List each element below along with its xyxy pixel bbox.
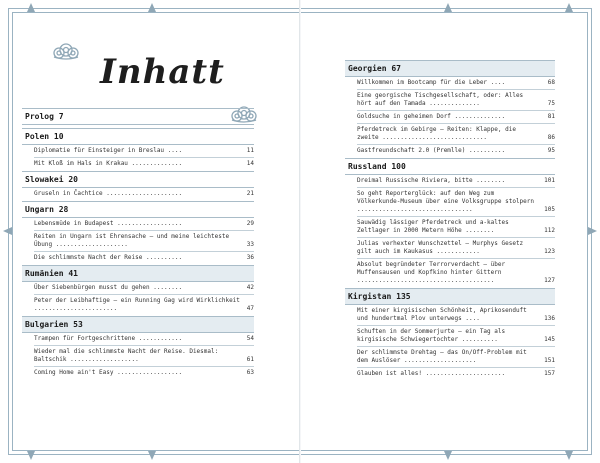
toc-entry-title: Wieder mal die schlimmste Nacht der Reise. Diesmal: Baltschik ................... (34, 348, 219, 363)
entry-rule (357, 89, 555, 90)
toc-entry-page: 86 (547, 134, 555, 141)
toc-entry[interactable] (34, 147, 254, 155)
chapter-heading[interactable]: Polen 10 (25, 132, 64, 141)
toc-entry-page: 68 (547, 79, 555, 86)
entry-rule (34, 345, 254, 346)
entry-rule (357, 258, 555, 259)
separator (22, 217, 254, 218)
arrow-ornament-icon (565, 451, 573, 460)
toc-entry-title: Goldsuche in geheimen Dorf .............. (357, 113, 506, 120)
toc-entry-page: 14 (246, 160, 254, 167)
toc-entry[interactable] (357, 328, 555, 344)
arrow-ornament-icon (444, 451, 452, 460)
arrow-ornament-icon (444, 3, 452, 12)
toc-entry[interactable] (357, 219, 555, 235)
toc-entry[interactable] (34, 190, 254, 198)
separator (22, 124, 254, 125)
toc-entry-page: 33 (246, 241, 254, 248)
toc-entry[interactable] (357, 177, 555, 185)
toc-entry-title: Mit einer kirgisischen Schönheit, Aprikosenduft und hundertmal Plov unterwegs .... (357, 307, 527, 322)
separator (345, 76, 555, 77)
toc-entry-title: Peter der Leibhaftige – ein Running Gag wird Wirklichkeit ....................... (34, 297, 240, 312)
toc-chapter-group (22, 171, 254, 198)
arrow-ornament-icon (27, 451, 35, 460)
book-gutter (299, 0, 301, 463)
toc-chapter-group (345, 158, 555, 285)
chapter-heading[interactable]: Bulgarien 53 (22, 317, 254, 332)
toc-entry-title: Trampen für Fortgeschrittene ............ (34, 335, 183, 342)
toc-entry-page: 29 (246, 220, 254, 227)
toc-entry-title: Über Siebenbürgen musst du gehen ........ (34, 284, 183, 291)
toc-entry[interactable] (357, 147, 555, 155)
chapter-heading[interactable]: Kirgistan 135 (345, 289, 555, 304)
toc-entry-title: Gastfreundschaft 2.0 (Premlle) .......... (357, 147, 506, 154)
toc-entry[interactable] (34, 297, 254, 313)
toc-entry[interactable] (34, 284, 254, 292)
toc-chapter-group (22, 108, 254, 125)
entry-rule (357, 367, 555, 368)
entry-rule (34, 366, 254, 367)
toc-entry[interactable] (34, 254, 254, 262)
toc-entry-page: 145 (544, 336, 555, 343)
chapter-heading[interactable]: Ungarn 28 (25, 205, 69, 214)
separator (345, 304, 555, 305)
page-title: Inhatt (100, 52, 225, 92)
toc-entry-title: Reiten in Ungarn ist Ehrensache – und meine leichteste Übung .................... (34, 233, 230, 248)
entry-rule (357, 237, 555, 238)
toc-entry-page: 95 (547, 147, 555, 154)
toc-entry-title: Absolut begründeter Terrorverdacht – über Muffensausen und Kopfkino hinter Gittern ...................................... (357, 261, 506, 284)
toc-entry-page: 63 (246, 369, 254, 376)
toc-entry-page: 61 (246, 356, 254, 363)
toc-entry[interactable] (357, 190, 555, 214)
toc-entry-page: 151 (544, 357, 555, 364)
toc-entry-page: 105 (544, 206, 555, 213)
toc-entry-page: 81 (547, 113, 555, 120)
toc-entry-title: Eine georgische Tischgesellschaft, oder: Alles hört auf den Tamada .............. (357, 92, 524, 107)
toc-entry-page: 101 (544, 177, 555, 184)
entry-rule (357, 187, 555, 188)
entry-rule (357, 123, 555, 124)
toc-entry[interactable] (357, 261, 555, 285)
toc-entry[interactable] (357, 126, 555, 142)
toc-chapter-group (22, 316, 254, 377)
entry-rule (357, 110, 555, 111)
entry-rule (357, 325, 555, 326)
arrow-ornament-icon (148, 451, 156, 460)
toc-entry[interactable] (34, 220, 254, 228)
separator (22, 187, 254, 188)
toc-right-column (345, 60, 555, 381)
toc-entry-title: Mit Kloß im Hals in Krakau .............. (34, 160, 183, 167)
toc-entry-title: Pferdetreck im Gebirge – Reiten: Klappe, die zweite ............................. (357, 126, 516, 141)
toc-entry[interactable] (357, 240, 555, 256)
toc-entry[interactable] (357, 349, 555, 365)
toc-entry-title: Diplomatie für Einsteiger in Breslau .... (34, 147, 183, 154)
toc-entry[interactable] (357, 79, 555, 87)
arrow-ornament-icon (27, 3, 35, 12)
toc-entry-title: Dreimal Russische Riviera, bitte ........ (357, 177, 506, 184)
toc-entry-title: Julias verhexter Wunschzettel – Murphys Gesetz gilt auch im Kaukasus ............ (357, 240, 524, 255)
toc-entry-title: Willkommen im Bootcamp für die Leber .... (357, 79, 506, 86)
toc-entry[interactable] (357, 92, 555, 108)
toc-entry[interactable] (357, 113, 555, 121)
separator (22, 332, 254, 333)
entry-rule (34, 294, 254, 295)
toc-chapter-group (22, 128, 254, 168)
toc-entry-title: Glauben ist alles! ...................... (357, 370, 506, 377)
toc-entry[interactable] (34, 348, 254, 364)
separator (22, 144, 254, 145)
chapter-heading[interactable]: Russland 100 (348, 162, 406, 171)
toc-entry-page: 157 (544, 370, 555, 377)
toc-chapter-group (345, 288, 555, 378)
chapter-heading[interactable]: Slowakei 20 (25, 175, 78, 184)
entry-rule (357, 346, 555, 347)
toc-chapter-group (22, 201, 254, 262)
toc-entry-title: Lebensmüde in Budapest .................. (34, 220, 183, 227)
chapter-heading[interactable]: Rumänien 41 (22, 266, 254, 281)
toc-entry[interactable] (34, 369, 254, 377)
toc-entry[interactable] (357, 370, 555, 378)
arrow-ornament-icon (3, 227, 12, 235)
cloud-icon (50, 42, 82, 62)
toc-chapter-group (22, 265, 254, 313)
toc-entry[interactable] (357, 307, 555, 323)
toc-entry[interactable] (34, 335, 254, 343)
chapter-heading[interactable]: Georgien 67 (345, 61, 555, 76)
toc-entry-page: 75 (547, 100, 555, 107)
toc-entry-page: 54 (246, 335, 254, 342)
toc-entry-page: 11 (246, 147, 254, 154)
toc-left-column (22, 108, 254, 380)
toc-entry-title: Schuften in der Sommerjurte – ein Tag als kirgisische Schwiegertochter .......... (357, 328, 506, 343)
toc-entry-title: Der schlimmste Drehtag – das On/Off-Problem mit dem Auslöser .................... (357, 349, 527, 364)
toc-entry-page: 123 (544, 248, 555, 255)
toc-entry-page: 127 (544, 277, 555, 284)
toc-entry-page: 112 (544, 227, 555, 234)
toc-chapter-group (345, 60, 555, 155)
entry-rule (34, 251, 254, 252)
entry-rule (34, 230, 254, 231)
toc-entry-page: 42 (246, 284, 254, 291)
toc-entry-title: Coming Home ain't Easy .................. (34, 369, 183, 376)
arrow-ornament-icon (588, 227, 597, 235)
toc-entry-title: So geht Reporterglück: auf den Weg zum Völkerkunde-Museum über eine Volksgruppe stolpern ................................ (357, 190, 535, 213)
entry-rule (34, 157, 254, 158)
toc-entry-page: 36 (246, 254, 254, 261)
separator (345, 174, 555, 175)
toc-entry-page: 136 (544, 315, 555, 322)
toc-entry-title: Die schlimmste Nacht der Reise .......... (34, 254, 183, 261)
toc-entry-page: 47 (246, 305, 254, 312)
toc-entry-title: Gruseln in Čachtice ..................... (34, 190, 183, 197)
separator (22, 281, 254, 282)
entry-rule (357, 216, 555, 217)
toc-entry-page: 21 (246, 190, 254, 197)
arrow-ornament-icon (565, 3, 573, 12)
toc-entry[interactable] (34, 233, 254, 249)
toc-entry[interactable] (34, 160, 254, 168)
chapter-heading[interactable]: Prolog 7 (25, 112, 64, 121)
entry-rule (357, 144, 555, 145)
arrow-ornament-icon (148, 3, 156, 12)
toc-entry-title: Sauwädig lässiger Pferdetreck und a-kaltes Zeltlager in 2000 Metern Höhe ........ (357, 219, 509, 234)
